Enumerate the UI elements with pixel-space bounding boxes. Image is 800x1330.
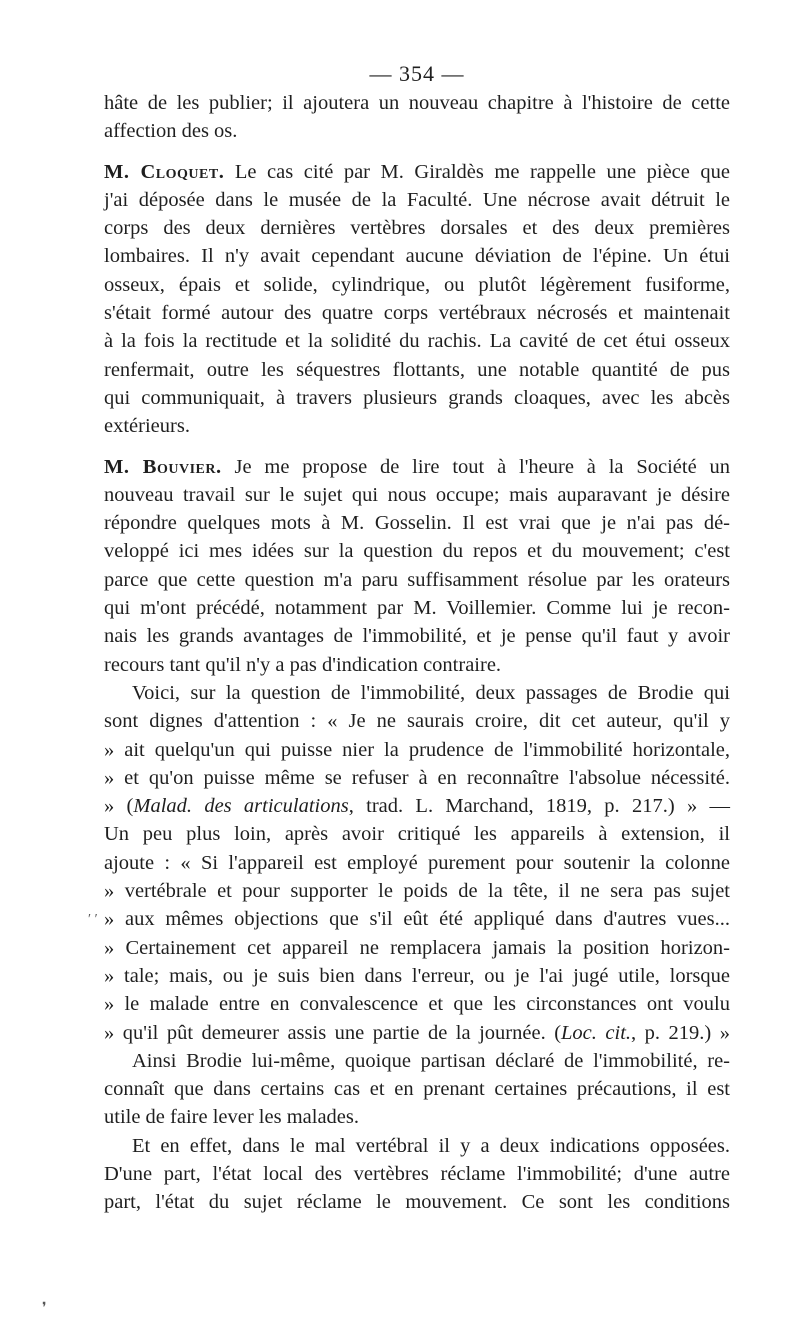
paragraph-brodie-quote — [104, 679, 730, 1047]
text-line: » qu'il pût demeurer assis une partie de la journée. ( — [104, 1021, 562, 1044]
paragraph-indications — [104, 1132, 730, 1217]
speaker-name: M. Cloquet. — [104, 160, 225, 183]
text-line: » aux mêmes objections que s'il eût été appliqué dans d'autres vues... — [104, 908, 730, 931]
paragraph-cloquet — [104, 158, 730, 441]
text-line: » le malade entre en convalescence et que les circonstances ont voulu — [104, 993, 730, 1016]
page-body — [104, 89, 730, 1217]
text-line: nais les grands avantages de l'immobilité, et je pense qu'il faut y avoir — [104, 625, 730, 648]
text-line: ajoute : « Si l'appareil est employé purement pour soutenir la colonne — [104, 851, 730, 874]
text-line: D'une part, l'état local des vertèbres réclame l'immobilité; d'une autre — [104, 1162, 730, 1185]
text-line: » vertébrale et pour supporter le poids de la tête, il ne sera pas sujet — [104, 880, 730, 903]
text-line: » ( — [104, 795, 134, 818]
text-line: Je me propose de lire tout à l'heure à la Société un — [221, 455, 731, 478]
text-line: Et en effet, dans le mal vertébral il y a deux indications opposées. — [132, 1134, 730, 1157]
text-line: hâte de les publier; il ajoutera un nouveau chapitre à l'histoire de cette — [104, 92, 730, 114]
text-line: osseux, épais et solide, cylindrique, ou plutôt légèrement fusiforme, — [104, 273, 730, 296]
text-line: Voici, sur la question de l'immobilité, deux passages de Brodie qui — [132, 681, 730, 704]
paragraph-bouvier — [104, 453, 730, 679]
text-line: , p. 219.) » — [631, 1021, 730, 1044]
text-line: s'était formé autour des quatre corps vertébraux nécrosés et maintenait — [104, 302, 730, 325]
text-line: renfermait, outre les séquestres flottants, une notable quantité de pus — [104, 358, 730, 381]
text-line: qui m'ont précédé, notamment par M. Voillemier. Comme lui je recon- — [104, 597, 730, 620]
text-line: » ait quelqu'un qui puisse nier la prudence de l'immobilité horizontale, — [104, 738, 730, 761]
paragraph-continuation — [104, 89, 730, 146]
text-line: Le cas cité par M. Giraldès me rappelle une pièce que — [224, 160, 730, 183]
text-line: connaît que dans certains cas et en prenant certaines précautions, il est — [104, 1078, 730, 1101]
margin-mark-icon: ❜ — [42, 1301, 47, 1316]
text-line: répondre quelques mots à M. Gosselin. Il est vrai que je n'ai pas dé- — [104, 512, 730, 535]
text-line: » Certainement cet appareil ne remplacera jamais la position horizon- — [104, 936, 730, 959]
text-line: Un peu plus loin, après avoir critiqué les appareils à extension, il — [104, 823, 730, 846]
text-line: utile de faire lever les malades. — [104, 1106, 359, 1129]
text-line: veloppé ici mes idées sur la question du repos et du mouvement; c'est — [104, 540, 730, 563]
text-line: extérieurs. — [104, 415, 190, 438]
page-number: — 354 — — [369, 61, 465, 86]
speaker-name: M. Bouvier. — [104, 455, 222, 478]
text-line: affection des os. — [104, 120, 238, 143]
text-line: nouveau travail sur le sujet qui nous occupe; mais auparavant je désire — [104, 483, 730, 506]
text-line: lombaires. Il n'y avait cependant aucune déviation de l'épine. Un étui — [104, 245, 730, 268]
text-line: » et qu'on puisse même se refuser à en reconnaître l'absolue nécessité. — [104, 766, 730, 789]
text-line: , trad. L. Marchand, 1819, p. 217.) » — — [348, 795, 730, 818]
text-line: part, l'état du sujet réclame le mouvement. Ce sont les conditions — [104, 1191, 730, 1214]
margin-mark-icon: ′ ′ — [88, 912, 98, 927]
text-line: qui communiquait, à travers plusieurs grands cloaques, avec les abcès — [104, 386, 730, 409]
text-line: corps des deux dernières vertèbres dorsales et des deux premières — [104, 217, 730, 240]
text-line: à la fois la rectitude et la solidité du rachis. La cavité de cet étui osseux — [104, 330, 730, 353]
text-line: Ainsi Brodie lui-même, quoique partisan déclaré de l'immobilité, re- — [132, 1049, 730, 1072]
text-line: recours tant qu'il n'y a pas d'indication contraire. — [104, 653, 502, 676]
text-line: parce que cette question m'a paru suffisamment résolue par les orateurs — [104, 568, 730, 591]
text-line: j'ai déposée dans le musée de la Faculté. Une nécrose avait détruit le — [104, 188, 730, 211]
paragraph-brodie-conclusion — [104, 1047, 730, 1132]
citation-title: Loc. cit. — [561, 1021, 632, 1044]
text-line: sont dignes d'attention : « Je ne saurais croire, dit cet auteur, qu'il y — [104, 710, 730, 733]
citation-title: Malad. des articulations — [133, 795, 349, 818]
text-line: » tale; mais, ou je suis bien dans l'erreur, ou je l'ai jugé utile, lorsque — [104, 964, 730, 987]
